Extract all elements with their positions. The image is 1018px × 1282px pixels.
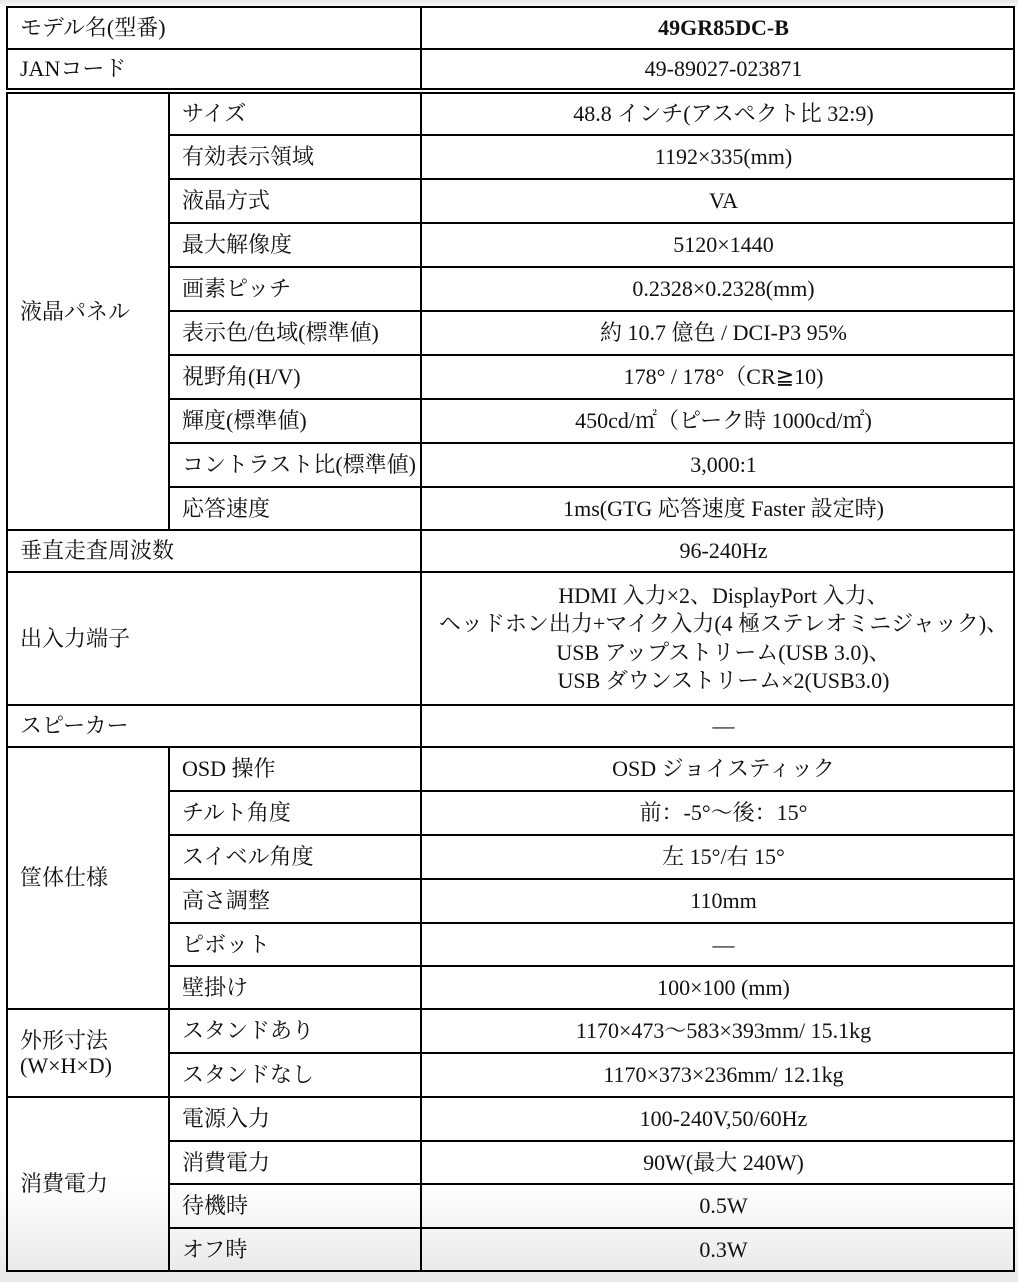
spec-value: 約 10.7 億色 / DCI-P3 95%	[421, 311, 1014, 355]
io-label: 出入力端子	[7, 572, 421, 705]
table-row	[7, 1097, 1014, 1141]
spec-label: OSD 操作	[169, 747, 421, 791]
chassis-group-label: 筐体仕様	[7, 747, 169, 1009]
spec-label: 画素ピッチ	[169, 267, 421, 311]
io-value	[421, 572, 1014, 705]
spec-label: チルト角度	[169, 791, 421, 835]
spec-label: 高さ調整	[169, 879, 421, 923]
io-line: HDMI 入力×2、DisplayPort 入力、	[558, 583, 889, 609]
model-label: モデル名(型番)	[7, 7, 421, 49]
model-value: 49GR85DC-B	[421, 7, 1014, 49]
spec-value: —	[421, 923, 1014, 966]
table-row	[7, 747, 1014, 791]
spec-value: 0.3W	[421, 1228, 1014, 1271]
spec-value: 1170×373×236mm/ 12.1kg	[421, 1053, 1014, 1097]
table-row-speaker	[7, 705, 1014, 747]
spec-label: 応答速度	[169, 487, 421, 530]
spec-label: 視野角(H/V)	[169, 355, 421, 399]
spec-value: 110mm	[421, 879, 1014, 923]
table-row	[7, 1009, 1014, 1053]
spec-value: 48.8 インチ(アスペクト比 32:9)	[421, 91, 1014, 135]
spec-label: 消費電力	[169, 1141, 421, 1184]
spec-label: 最大解像度	[169, 223, 421, 267]
speaker-label: スピーカー	[7, 705, 421, 747]
table-row	[7, 91, 1014, 135]
dimensions-group-label	[7, 1009, 169, 1097]
spec-value: 1ms(GTG 応答速度 Faster 設定時)	[421, 487, 1014, 530]
spec-value: 1192×335(mm)	[421, 135, 1014, 179]
table-row-refresh	[7, 530, 1014, 572]
spec-value: 100×100 (mm)	[421, 966, 1014, 1009]
dimensions-group-line2: (W×H×D)	[20, 1053, 113, 1078]
spec-value: 90W(最大 240W)	[421, 1141, 1014, 1184]
spec-value: 100-240V,50/60Hz	[421, 1097, 1014, 1141]
spec-label: 表示色/色域(標準値)	[169, 311, 421, 355]
panel-group-label: 液晶パネル	[7, 91, 169, 530]
spec-value: 3,000:1	[421, 443, 1014, 487]
table-row-jan	[7, 49, 1014, 91]
jan-value: 49-89027-023871	[421, 49, 1014, 91]
table-row-model	[7, 7, 1014, 49]
spec-value: 左 15°/右 15°	[421, 835, 1014, 879]
spec-label: 輝度(標準値)	[169, 399, 421, 443]
io-line: USB アップストリーム(USB 3.0)、	[556, 639, 891, 665]
spec-label: 電源入力	[169, 1097, 421, 1141]
spec-label: スイベル角度	[169, 835, 421, 879]
io-line: ヘッドホン出力+マイク入力(4 極ステレオミニジャック)、	[438, 611, 1009, 637]
spec-value: 5120×1440	[421, 223, 1014, 267]
io-line: USB ダウンストリーム×2(USB3.0)	[557, 667, 890, 693]
dimensions-group-line1: 外形寸法	[20, 1027, 109, 1053]
spec-label: ピボット	[169, 923, 421, 966]
spec-label: コントラスト比(標準値)	[169, 443, 421, 487]
table-row-io	[7, 572, 1014, 705]
spec-value: 178° / 178°（CR≧10)	[421, 355, 1014, 399]
spec-label: 壁掛け	[169, 966, 421, 1009]
spec-label: サイズ	[169, 91, 421, 135]
spec-value: 1170×473～583×393mm/ 15.1kg	[421, 1009, 1014, 1053]
speaker-value: —	[421, 705, 1014, 747]
spec-label: スタンドなし	[169, 1053, 421, 1097]
spec-value: 450cd/㎡（ピーク時 1000cd/㎡)	[421, 399, 1014, 443]
spec-value: VA	[421, 179, 1014, 223]
spec-table	[6, 6, 1015, 1272]
spec-value: 0.2328×0.2328(mm)	[421, 267, 1014, 311]
power-group-label: 消費電力	[7, 1097, 169, 1271]
refresh-label: 垂直走査周波数	[7, 530, 421, 572]
spec-label: オフ時	[169, 1228, 421, 1271]
spec-label: 待機時	[169, 1184, 421, 1228]
spec-label: スタンドあり	[169, 1009, 421, 1053]
spec-value: 前：-5°～後：15°	[421, 791, 1014, 835]
jan-label: JANコード	[7, 49, 421, 91]
spec-label: 液晶方式	[169, 179, 421, 223]
spec-value: OSD ジョイスティック	[421, 747, 1014, 791]
refresh-value: 96-240Hz	[421, 530, 1014, 572]
spec-value: 0.5W	[421, 1184, 1014, 1228]
spec-label: 有効表示領域	[169, 135, 421, 179]
